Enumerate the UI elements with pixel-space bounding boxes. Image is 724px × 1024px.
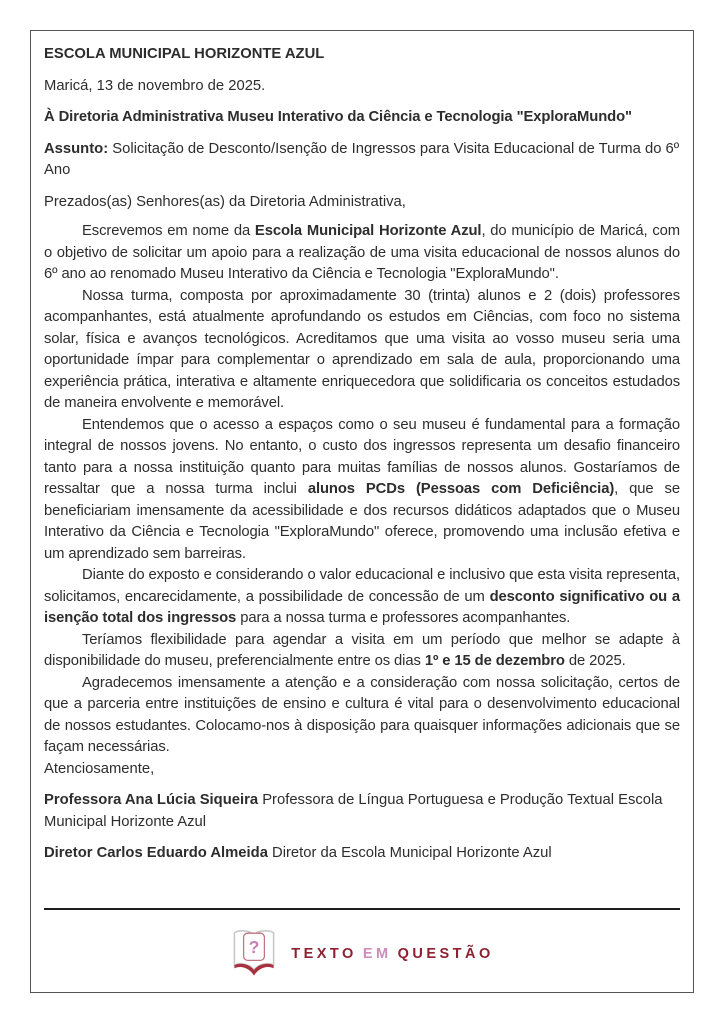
footer-logo (44, 926, 680, 982)
footer-divider (44, 908, 680, 911)
date-line: Maricá, 13 de novembro de 2025. (44, 77, 266, 94)
signature-teacher-role: Professora de Língua Portuguesa e Produção Textual Escola Municipal Horizonte Azul (44, 792, 663, 830)
signature-director (44, 843, 680, 865)
signature-director-name: Diretor Carlos Eduardo Almeida (44, 845, 268, 861)
signature-teacher-name: Professora Ana Lúcia Siqueira (44, 792, 259, 808)
subject-line (44, 139, 680, 182)
letter-paragraph: Escrevemos em nome da Escola Municipal Horizonte Azul, do município de Maricá, com o objetivo de solicitar um apoio para a realização de uma visita educacional de nossos alunos do 6º ano ao renomado Museu Interativo da Ciência e Tecnologia "ExploraMundo". (44, 223, 680, 282)
school-name: ESCOLA MUNICIPAL HORIZONTE AZUL (44, 46, 325, 62)
footer (44, 908, 680, 983)
logo-word-questao: QUESTÃO (397, 946, 494, 962)
subject-text: Solicitação de Desconto/Isenção de Ingressos para Visita Educacional de Turma do 6º Ano (44, 140, 680, 178)
signature-director-role: Diretor da Escola Municipal Horizonte Azul (267, 845, 552, 861)
body-paragraphs (44, 221, 680, 759)
salutation: Prezados(as) Senhores(as) da Diretoria Administrativa, (44, 193, 406, 210)
closing: Atenciosamente, (44, 760, 155, 777)
addressee-line: À Diretoria Administrativa Museu Interativo da Ciência e Tecnologia "ExploraMundo" (44, 109, 632, 125)
open-book-question-icon (230, 927, 278, 981)
logo-text (291, 946, 494, 962)
letter-paragraph: Entendemos que o acesso a espaços como o seu museu é fundamental para a formação integral de nossos jovens. No entanto, o custo dos ingressos representa um desafio financeiro tanto para a nossa instituição quanto para muitas famílias de nossos alunos. Gostaríamos de ressaltar que a nossa turma inclui alunos PCDs (Pessoas com Deficiência), que se beneficiariam imensamente da acessibilidade e dos recursos didáticos adaptados que o Museu Interativo da Ciência e Tecnologia "ExploraMundo" oferece, promovendo uma inclusão efetiva e um aprendizado sem barreiras. (44, 416, 680, 562)
logo-word-em: EM (362, 946, 392, 962)
subject-label: Assunto: (44, 140, 109, 157)
logo-word-texto: TEXTO (291, 946, 357, 962)
logo-question-mark: ? (248, 937, 260, 958)
signature-teacher (44, 790, 680, 833)
letter-paragraph: Nossa turma, composta por aproximadamente 30 (trinta) alunos e 2 (dois) professores acompanhantes, está atualmente aprofundando os estudos em Ciências, com foco no sistema solar, física e avanços tecnológicos. Acreditamos que uma visita ao vosso museu seria uma oportunidade ímpar para complementar o aprendizado em sala de aula, proporcionando uma experiência prática, interativa e altamente enriquecedora que solidificaria os conceitos estudados de maneira envolvente e memorável. (44, 287, 680, 411)
letter-paragraph: Diante do exposto e considerando o valor educacional e inclusivo que esta visita representa, solicitamos, encarecidamente, a possibilidade de concessão de um desconto significativo ou a isenção total dos ingressos para a nossa turma e professores acompanhantes. (44, 567, 680, 626)
letter-paragraph: Teríamos flexibilidade para agendar a visita em um período que melhor se adapte à disponibilidade do museu, preferencialmente entre os dias 1º e 15 de dezembro de 2025. (44, 631, 680, 669)
letter-frame (30, 30, 694, 993)
letter-paragraph: Agradecemos imensamente a atenção e a consideração com nossa solicitação, certos de que a parceria entre instituições de ensino e cultura é vital para o desenvolvimento educacional de nossos estudantes. Colocamo-nos à disposição para quaisquer informações adicionais que se façam necessárias. (44, 674, 680, 755)
